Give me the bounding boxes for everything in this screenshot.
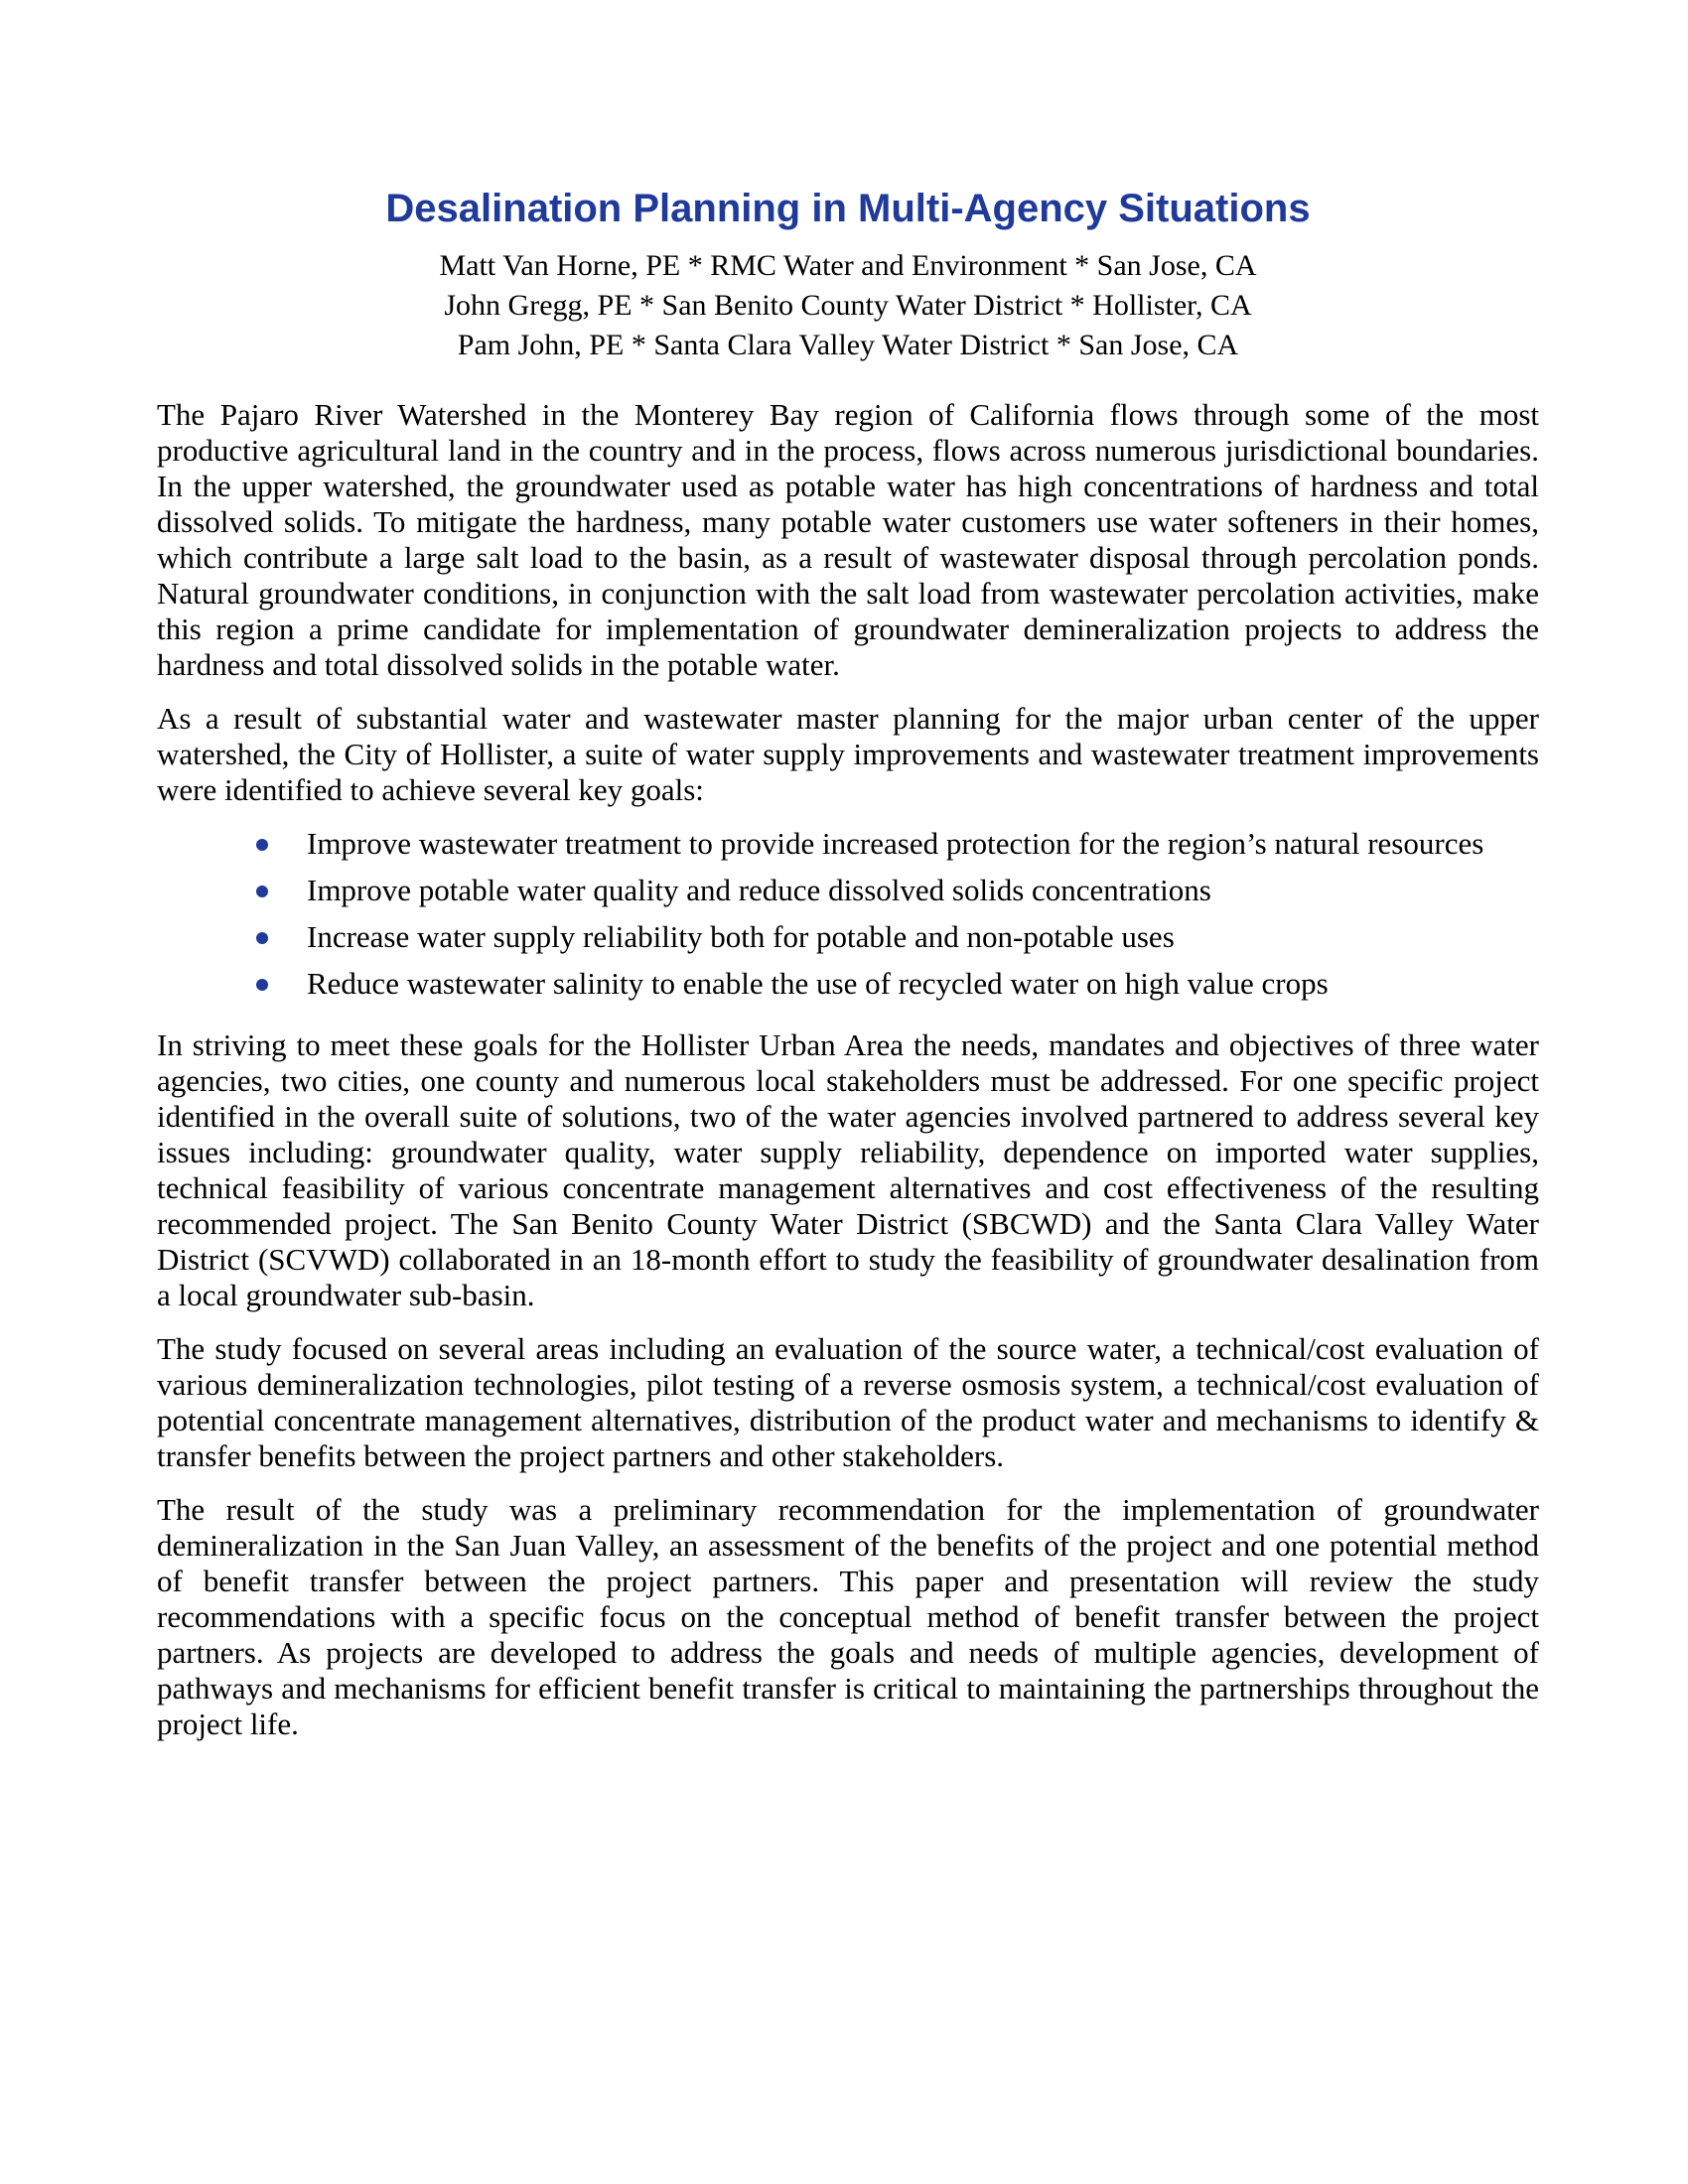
bullet-dot-icon	[256, 886, 268, 897]
list-item	[157, 826, 1539, 862]
author-line: John Gregg, PE * San Benito County Water District * Hollister, CA	[444, 289, 1252, 322]
paragraph-study-result: The result of the study was a preliminary recommendation for the implementation of groundwater demineralization in the San Juan Valley, an assessment of the benefits of the project and one potential method of benefit transfer between the project partners. This paper and presentation will review the study recommendations with a specific focus on the conceptual method of benefit transfer between the project partners. As projects are developed to address the goals and needs of multiple agencies, development of pathways and mechanisms for efficient benefit transfer is critical to maintaining the partnerships throughout the project life.	[157, 1492, 1539, 1741]
goal-label: Improve potable water quality and reduce dissolved solids concentrations	[307, 873, 1211, 907]
list-item	[157, 966, 1539, 1002]
paragraph-watershed-overview: The Pajaro River Watershed in the Monterey Bay region of California flows through some of the most productive agricultural land in the country and in the process, flows across numerous jurisdictional boundaries. In the upper watershed, the groundwater used as potable water has high concentrations of hardness and total dissolved solids. To mitigate the hardness, many potable water customers use water softeners in their homes, which contribute a large salt load to the basin, as a result of wastewater disposal through percolation ponds. Natural groundwater conditions, in conjunction with the salt load from wastewater percolation activities, make this region a prime candidate for implementation of groundwater demineralization projects to address the hardness and total dissolved solids in the potable water.	[157, 397, 1539, 682]
paragraph-agency-collaboration: In striving to meet these goals for the Hollister Urban Area the needs, mandates and objectives of three water agencies, two cities, one county and numerous local stakeholders must be addressed. For one specific project identified in the overall suite of solutions, two of the water agencies involved partnered to address several key issues including: groundwater quality, water supply reliability, dependence on imported water supplies, technical feasibility of various concentrate management alternatives and cost effectiveness of the resulting recommended project. The San Benito County Water District (SBCWD) and the Santa Clara Valley Water District (SCVWD) collaborated in an 18-month effort to study the feasibility of groundwater desalination from a local groundwater sub-basin.	[157, 1027, 1539, 1312]
paragraph-study-scope: The study focused on several areas including an evaluation of the source water, a technical/cost evaluation of various demineralization technologies, pilot testing of a reverse osmosis system, a technical/cost evaluation of potential concentrate management alternatives, distribution of the product water and mechanisms to identify & transfer benefits between the project partners and other stakeholders.	[157, 1331, 1539, 1473]
goal-label: Reduce wastewater salinity to enable the use of recycled water on high value crops	[307, 966, 1329, 1001]
author-line: Pam John, PE * Santa Clara Valley Water District * San Jose, CA	[457, 329, 1239, 361]
list-item	[157, 919, 1539, 955]
page-title: Desalination Planning in Multi-Agency Situations	[385, 187, 1311, 230]
bullet-dot-icon	[256, 839, 268, 851]
goals-list	[157, 826, 1539, 1002]
bullet-dot-icon	[256, 979, 268, 991]
author-block	[157, 246, 1539, 365]
list-item	[157, 873, 1539, 908]
goal-label: Improve wastewater treatment to provide increased protection for the region’s natural resources	[307, 826, 1484, 861]
goal-label: Increase water supply reliability both for potable and non-potable uses	[307, 919, 1175, 954]
bullet-dot-icon	[256, 932, 268, 944]
paragraph-master-planning: As a result of substantial water and wastewater master planning for the major urban center of the upper watershed, the City of Hollister, a suite of water supply improvements and wastewater treatment improvements were identified to achieve several key goals:	[157, 701, 1539, 807]
author-line: Matt Van Horne, PE * RMC Water and Environment * San Jose, CA	[439, 249, 1257, 282]
